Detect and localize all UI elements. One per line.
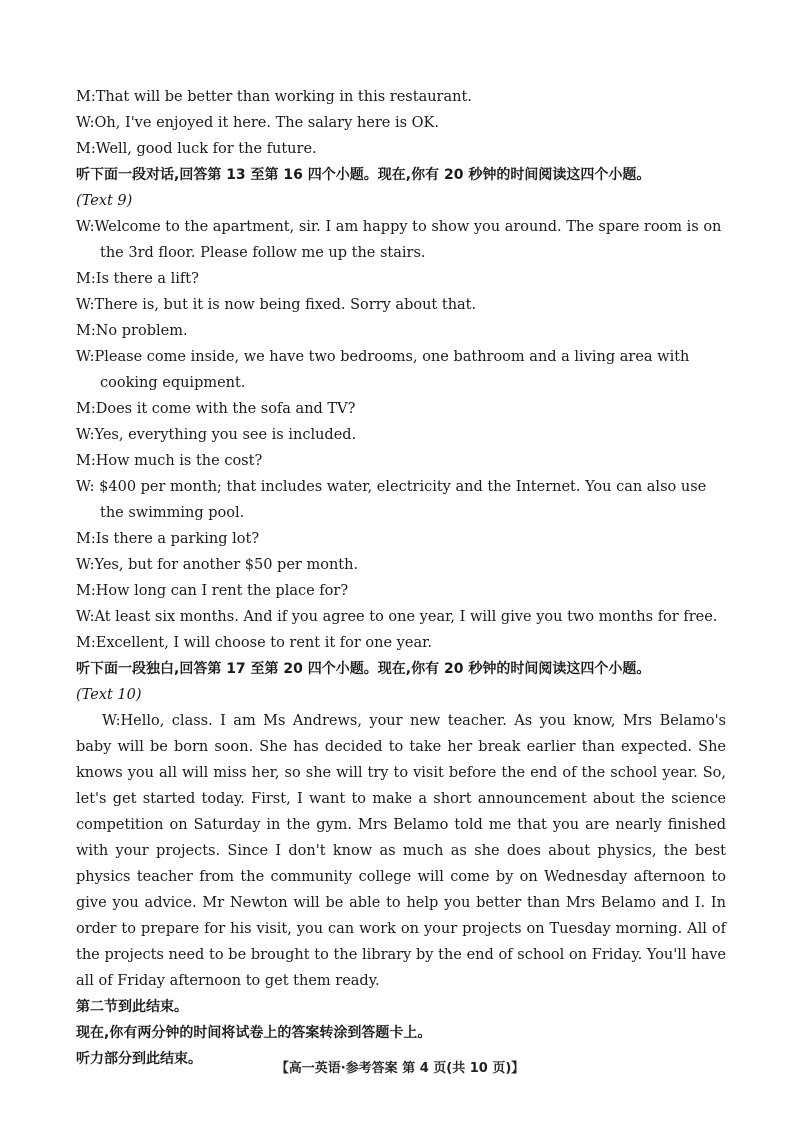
dialogue-line: M:How long can I rent the place for? bbox=[76, 583, 349, 599]
dialogue-line: W:Yes, everything you see is included. bbox=[76, 427, 357, 443]
dialogue-line: W:Welcome to the apartment, sir. I am happy to show you around. The spare room is on the 3rd floor. Please follow me up the stairs. bbox=[76, 219, 722, 261]
dialogue-line: M:Excellent, I will choose to rent it for one year. bbox=[76, 635, 433, 651]
dialogue-line: W:At least six months. And if you agree to one year, I will give you two months for free. bbox=[76, 609, 718, 625]
instruction-line: 第二节到此结束。 bbox=[76, 999, 188, 1015]
dialogue-line: W:There is, but it is now being fixed. Sorry about that. bbox=[76, 297, 477, 313]
text-label: (Text 10) bbox=[76, 687, 142, 703]
dialogue-line: M:Well, good luck for the future. bbox=[76, 141, 317, 157]
page-footer: 【高一英语·参考答案 第 4 页(共 10 页)】 bbox=[275, 1061, 525, 1076]
dialogue-line: W: $400 per month; that includes water, electricity and the Internet. You can also use the swimming pool. bbox=[76, 479, 707, 521]
dialogue-line: M:That will be better than working in this restaurant. bbox=[76, 89, 472, 105]
dialogue-line: W:Oh, I've enjoyed it here. The salary here is OK. bbox=[76, 115, 439, 131]
document-body bbox=[76, 84, 726, 1072]
instruction-line: 听力部分到此结束。 bbox=[76, 1051, 202, 1067]
dialogue-line: M:Is there a lift? bbox=[76, 271, 199, 287]
text-label: (Text 9) bbox=[76, 193, 133, 209]
dialogue-line: M:No problem. bbox=[76, 323, 188, 339]
dialogue-line: W:Please come inside, we have two bedrooms, one bathroom and a living area with cooking equipment. bbox=[76, 349, 690, 391]
monologue-paragraph: W:Hello, class. I am Ms Andrews, your new teacher. As you know, Mrs Belamo's baby will be born soon. She has decided to take her break earlier than expected. She knows you all will miss her, so she will try to visit before the end of the school year. So, let's get started today. First, I want to make a short announcement about the science competition on Saturday in the gym. Mrs Belamo told me that you are nearly finished with your projects. Since I don't know as much as she does about physics, the best physics teacher from the community college will come by on Wednesday afternoon to give you advice. Mr Newton will be able to help you better than Mrs Belamo and I. In order to prepare for his visit, you can work on your projects on Tuesday morning. All of the projects need to be brought to the library by the end of school on Friday. You'll have all of Friday afternoon to get them ready. bbox=[76, 713, 726, 989]
dialogue-line: M:Does it come with the sofa and TV? bbox=[76, 401, 356, 417]
dialogue-line: M:How much is the cost? bbox=[76, 453, 263, 469]
instruction-line: 听下面一段独白,回答第 17 至第 20 四个小题。现在,你有 20 秒钟的时间阅读这四个小题。 bbox=[76, 661, 651, 677]
dialogue-line: W:Yes, but for another $50 per month. bbox=[76, 557, 359, 573]
instruction-line: 听下面一段对话,回答第 13 至第 16 四个小题。现在,你有 20 秒钟的时间阅读这四个小题。 bbox=[76, 167, 651, 183]
dialogue-line: M:Is there a parking lot? bbox=[76, 531, 260, 547]
instruction-line: 现在,你有两分钟的时间将试卷上的答案转涂到答题卡上。 bbox=[76, 1025, 432, 1041]
